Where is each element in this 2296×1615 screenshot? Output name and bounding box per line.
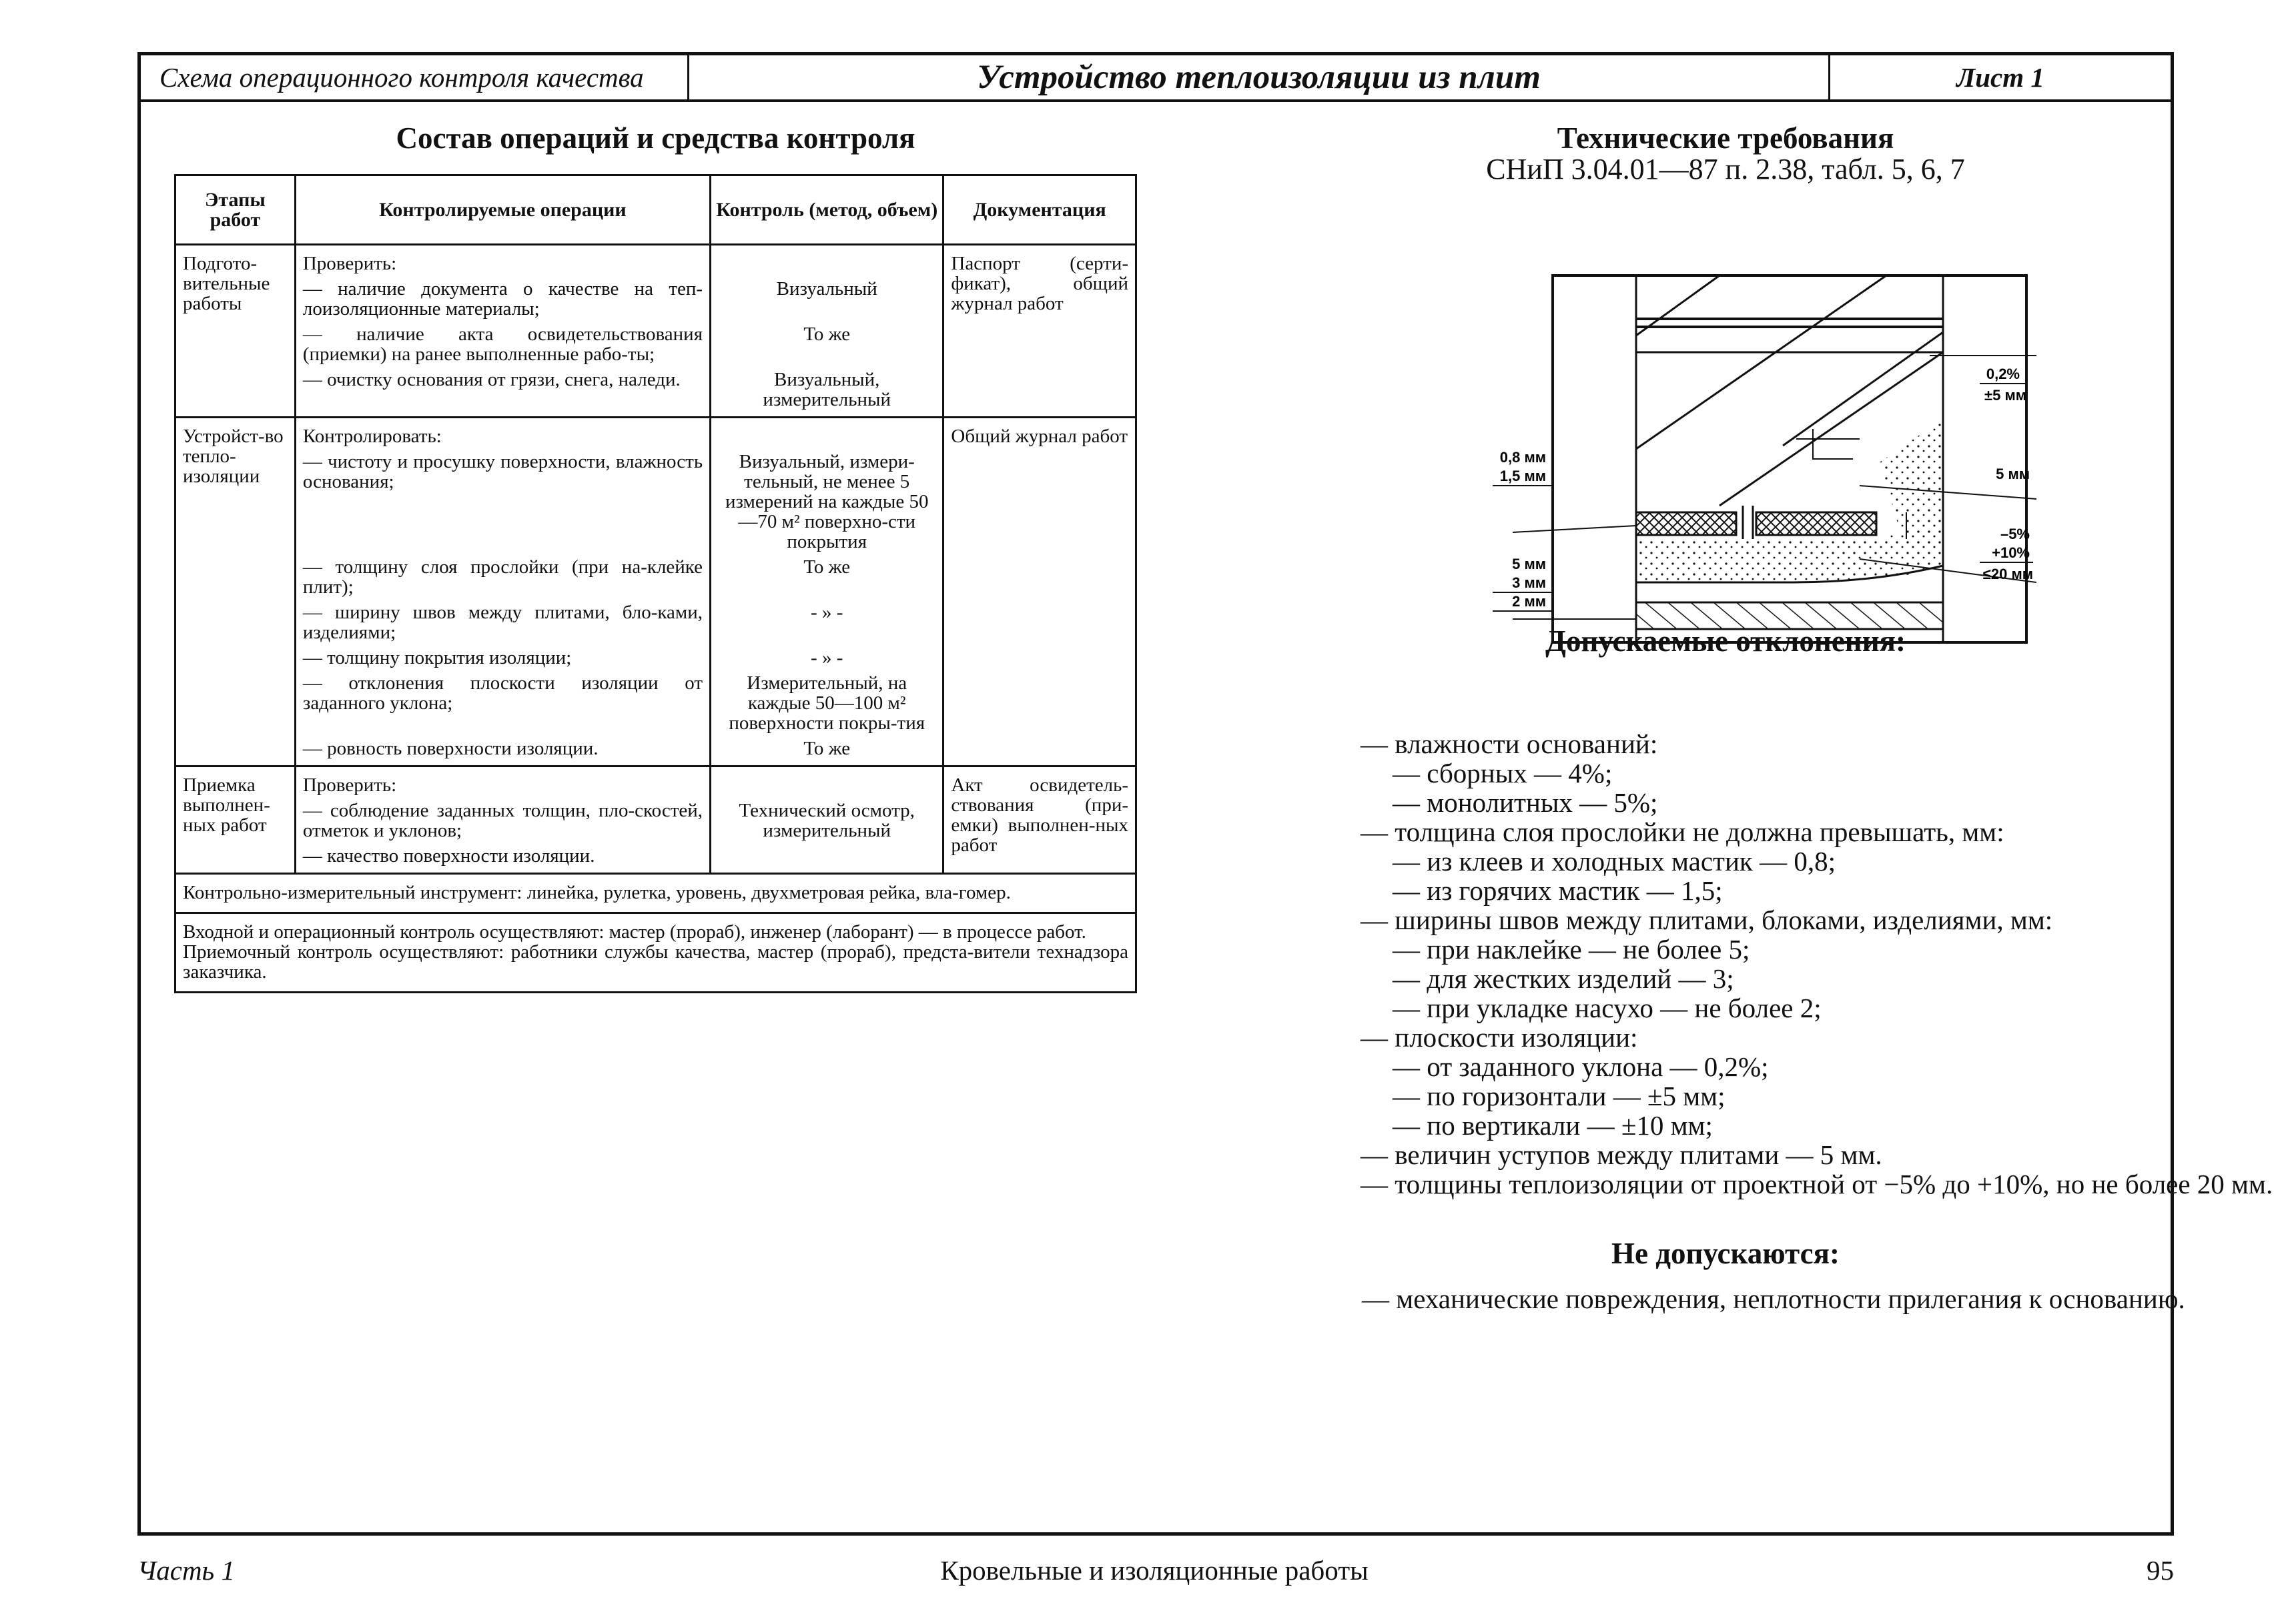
- header-sheet: Лист 1: [1956, 62, 2044, 93]
- not-allowed-text: — механические повреждения, неплотности прилегания к основанию.: [1362, 1283, 2185, 1314]
- deviation-item: — при укладке насухо — не более 2;: [1393, 993, 1822, 1023]
- instrument-note: Контрольно-измерительный инструмент: линейка, рулетка, уровень, двухметровая рейка, вла-гомер.: [175, 874, 1136, 913]
- stage-cell: Устройст-во тепло-изоляции: [175, 418, 296, 766]
- operation-item: — качество поверхности изоляции.: [295, 841, 710, 874]
- label-plus10: +10%: [1992, 544, 2030, 561]
- operation-item: — наличие акта освидетельствования (приемки) на ранее выполненные рабо-ты;: [295, 319, 710, 364]
- col-header-docs: Документация: [943, 175, 1136, 245]
- label-02: 0,2%: [1986, 366, 2020, 382]
- control-method: [711, 841, 943, 874]
- footer-page-number: 95: [2147, 1555, 2174, 1586]
- operation-item: — очистку основания от грязи, снега, наледи.: [295, 364, 710, 418]
- control-note: [175, 913, 1136, 993]
- operation-item: — ровность поверхности изоляции.: [295, 733, 710, 766]
- control-method: То же: [711, 552, 943, 597]
- operations-title: Состав операций и средства контроля: [396, 121, 915, 155]
- deviations-list: [1349, 729, 2283, 1199]
- deviation-item: — толщины теплоизоляции от проектной от −5% до +10%, но не более 20 мм.: [1361, 1169, 2273, 1199]
- control-method: Визуальный, измерительный: [711, 364, 943, 418]
- label-le20: ≤20 мм: [1982, 566, 2033, 582]
- operation-item: — чистоту и просушку поверхности, влажность основания;: [295, 446, 710, 552]
- label-08: 0,8 мм: [1499, 449, 1546, 466]
- control-note-acceptance: Приемочный контроль осуществляют: работники службы качества, мастер (прораб), предста-вители технадзора заказчика.: [183, 941, 1128, 983]
- operation-intro: Проверить:: [295, 245, 710, 274]
- page-frame: [137, 52, 2273, 1536]
- deviation-item: — плоскости изоляции:: [1361, 1022, 1638, 1053]
- control-method: То же: [711, 319, 943, 364]
- stage-cell: Подгото-вительные работы: [175, 245, 296, 418]
- deviation-item: — по вертикали — ±10 мм;: [1393, 1110, 1713, 1141]
- control-method: Визуальный, измери-тельный, не менее 5 измерений на каждые 50—70 м² поверхно-сти покрытия: [711, 446, 943, 552]
- control-method: - » -: [711, 597, 943, 642]
- label-pm5: ±5 мм: [1984, 387, 2026, 404]
- documentation-cell: Паспорт (серти-фикат), общий журнал работ: [943, 245, 1136, 418]
- control-method: То же: [711, 733, 943, 766]
- col-header-operations: Контролируемые операции: [295, 175, 710, 245]
- operation-item: — отклонения плоскости изоляции от заданного уклона;: [295, 668, 710, 733]
- deviation-item: — при наклейке — не более 5;: [1393, 934, 1750, 965]
- operation-item: — ширину швов между плитами, бло-ками, изделиями;: [295, 597, 710, 642]
- operation-item: — толщину покрытия изоляции;: [295, 642, 710, 668]
- deviation-item: — для жестких изделий — 3;: [1393, 963, 1734, 994]
- documentation-cell: Акт освидетель-ствования (при-емки) выполнен-ных работ: [943, 766, 1136, 874]
- tech-req-subtitle: СНиП 3.04.01—87 п. 2.38, табл. 5, 6, 7: [1486, 153, 1965, 185]
- footer-part: Часть 1: [137, 1555, 235, 1586]
- deviation-item: — от заданного уклона — 0,2%;: [1393, 1051, 1769, 1082]
- deviation-item: — ширины швов между плитами, блоками, изделиями, мм:: [1361, 905, 2053, 935]
- deviation-item: — величин уступов между плитами — 5 мм.: [1361, 1139, 1882, 1170]
- deviation-item: — толщина слоя прослойки не должна превышать, мм:: [1361, 817, 2004, 847]
- col-header-control: Контроль (метод, объем): [711, 175, 943, 245]
- operation-item: — соблюдение заданных толщин, пло-скостей, отметок и уклонов;: [295, 795, 710, 841]
- deviation-item: — влажности оснований:: [1361, 728, 1658, 759]
- control-method: Визуальный: [711, 274, 943, 319]
- header-title: Устройство теплоизоляции из плит: [689, 55, 1830, 99]
- diagram-border: [1553, 276, 2026, 642]
- header-left: Схема операционного контроля качества: [141, 55, 689, 99]
- documentation-cell: Общий журнал работ: [943, 418, 1136, 766]
- tech-req-title: Технические требования: [1557, 121, 1894, 155]
- control-method: - » -: [711, 642, 943, 668]
- deviation-item: — из клеев и холодных мастик — 0,8;: [1393, 846, 1836, 877]
- operation-item: — наличие документа о качестве на теп-лоизоляционные материалы;: [295, 274, 710, 319]
- deviation-item: — из горячих мастик — 1,5;: [1393, 875, 1723, 906]
- label-15: 1,5 мм: [1499, 468, 1546, 484]
- deviation-item: — сборных — 4%;: [1393, 758, 1613, 788]
- operation-intro: Контролировать:: [295, 418, 710, 447]
- control-method: Технический осмотр, измерительный: [711, 795, 943, 841]
- insulation-diagram: [1393, 219, 2073, 610]
- label-minus5: –5%: [2000, 526, 2030, 542]
- label-5mm-right: 5 мм: [1996, 466, 2030, 482]
- control-note-input: Входной и операционный контроль осуществляют: мастер (прораб), инженер (лаборант) — в процессе работ.: [183, 921, 1086, 943]
- control-cell: [711, 418, 943, 447]
- control-cell: [711, 766, 943, 796]
- deviations-title: Допускаемые отклонения:: [1545, 624, 1906, 658]
- operation-item: — толщину слоя прослойки (при на-клейке плит);: [295, 552, 710, 597]
- control-method: Измерительный, на каждые 50—100 м² поверхности покры-тия: [711, 668, 943, 733]
- footer-section: Кровельные и изоляционные работы: [940, 1555, 1369, 1586]
- operations-table: [174, 174, 1137, 993]
- label-5mm-left: 5 мм: [1512, 556, 1546, 572]
- deviation-item: — монолитных — 5%;: [1393, 787, 1658, 818]
- label-2mm: 2 мм: [1512, 593, 1546, 610]
- not-allowed-title: Не допускаются:: [1611, 1237, 1840, 1270]
- col-header-stage: Этапы работ: [175, 175, 296, 245]
- operation-intro: Проверить:: [295, 766, 710, 796]
- stage-cell: Приемка выполнен-ных работ: [175, 766, 296, 874]
- label-3mm: 3 мм: [1512, 574, 1546, 591]
- deviation-item: — по горизонтали — ±5 мм;: [1393, 1081, 1726, 1111]
- control-cell: [711, 245, 943, 274]
- header-bar: [141, 55, 2171, 102]
